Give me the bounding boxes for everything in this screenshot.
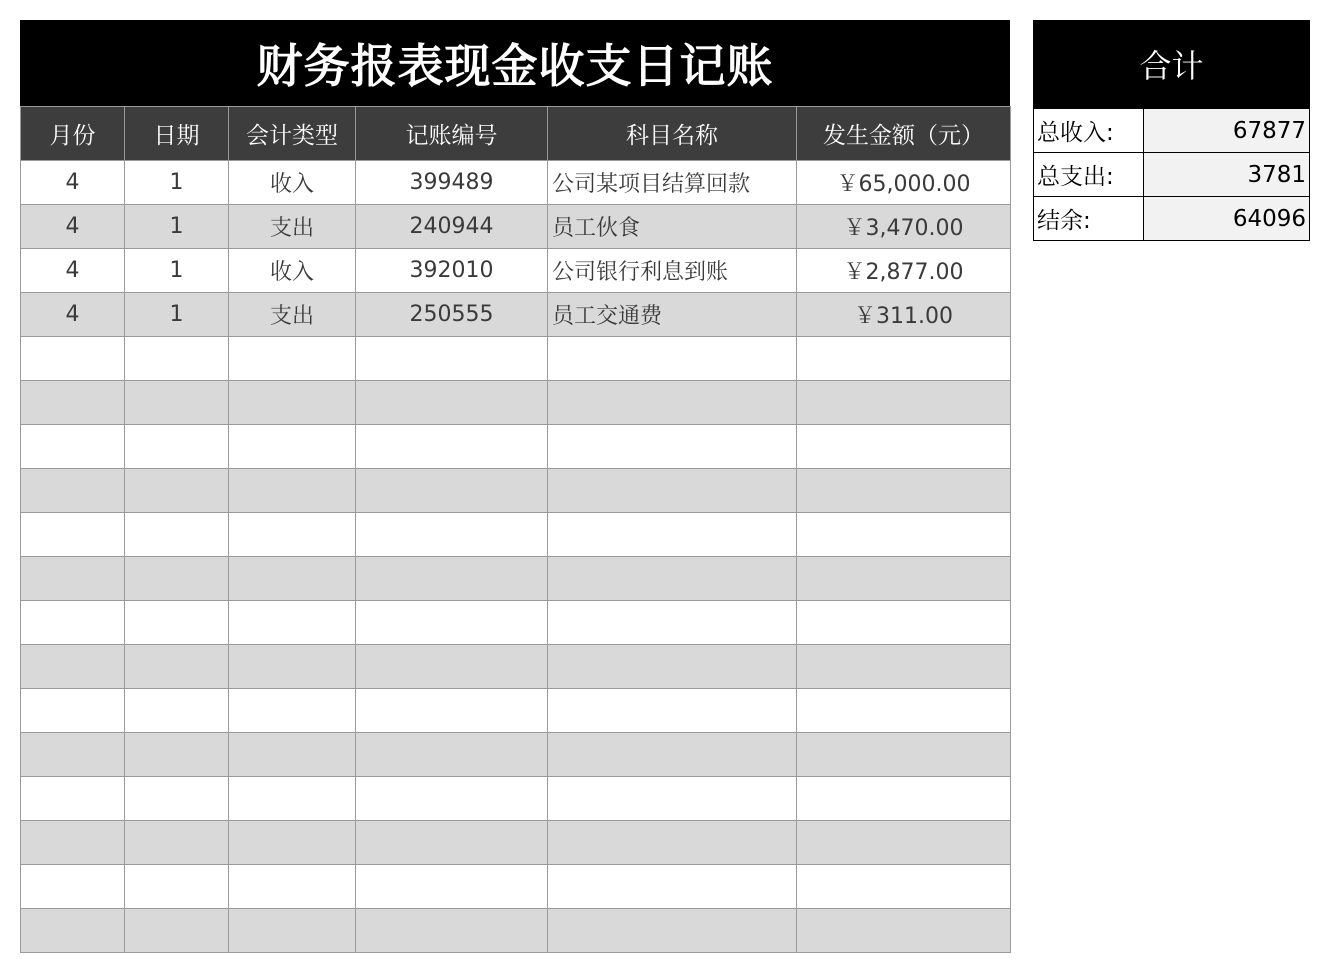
cell-voucher-number[interactable]	[356, 821, 548, 865]
summary-value-total-expense[interactable]: 3781	[1144, 153, 1310, 197]
cell-type[interactable]	[229, 821, 356, 865]
cell-amount[interactable]	[797, 337, 1011, 381]
cell-subject[interactable]	[548, 469, 797, 513]
summary-label-total-income[interactable]: 总收入:	[1034, 109, 1144, 153]
table-row	[21, 469, 1011, 513]
summary-label-total-expense[interactable]: 总支出:	[1034, 153, 1144, 197]
cell-month[interactable]	[21, 601, 125, 645]
cell-day[interactable]	[125, 733, 229, 777]
cell-amount[interactable]	[797, 865, 1011, 909]
cell-subject[interactable]	[548, 865, 797, 909]
table-row	[21, 689, 1011, 733]
cell-month[interactable]: 4	[21, 161, 125, 205]
cell-amount[interactable]	[797, 513, 1011, 557]
table-row	[21, 249, 1011, 293]
summary-title: 合计	[1033, 20, 1310, 108]
cell-amount[interactable]: ￥65,000.00	[797, 161, 1011, 205]
summary-panel	[1033, 20, 1310, 241]
cell-subject[interactable]	[548, 337, 797, 381]
cell-amount[interactable]: ￥311.00	[797, 293, 1011, 337]
cell-day[interactable]	[125, 601, 229, 645]
table-row	[21, 513, 1011, 557]
cell-subject[interactable]: 公司某项目结算回款	[548, 161, 797, 205]
cell-amount[interactable]: ￥3,470.00	[797, 205, 1011, 249]
table-row	[21, 161, 1011, 205]
cell-type[interactable]	[229, 865, 356, 909]
cell-day[interactable]	[125, 425, 229, 469]
cell-type[interactable]	[229, 337, 356, 381]
cell-day[interactable]: 1	[125, 161, 229, 205]
cell-voucher-number[interactable]	[356, 557, 548, 601]
summary-row-balance	[1034, 197, 1310, 241]
ledger-body	[21, 161, 1011, 953]
cell-day[interactable]	[125, 865, 229, 909]
table-row	[21, 645, 1011, 689]
cell-month[interactable]	[21, 469, 125, 513]
cell-voucher-number[interactable]	[356, 909, 548, 953]
cell-month[interactable]	[21, 909, 125, 953]
cell-day[interactable]	[125, 777, 229, 821]
cell-voucher-number[interactable]	[356, 381, 548, 425]
cell-amount[interactable]	[797, 425, 1011, 469]
cell-type[interactable]	[229, 689, 356, 733]
column-header-subject[interactable]: 科目名称	[548, 107, 797, 161]
cell-voucher-number[interactable]: 399489	[356, 161, 548, 205]
cell-type[interactable]: 支出	[229, 293, 356, 337]
ledger-header-row	[21, 107, 1011, 161]
column-header-type[interactable]: 会计类型	[229, 107, 356, 161]
cell-month[interactable]	[21, 337, 125, 381]
cell-amount[interactable]	[797, 733, 1011, 777]
cell-voucher-number[interactable]	[356, 689, 548, 733]
cell-subject[interactable]: 公司银行利息到账	[548, 249, 797, 293]
cell-subject[interactable]	[548, 821, 797, 865]
column-header-voucher-number[interactable]: 记账编号	[356, 107, 548, 161]
cell-subject[interactable]	[548, 909, 797, 953]
cell-amount[interactable]	[797, 821, 1011, 865]
cell-day[interactable]	[125, 909, 229, 953]
column-header-amount[interactable]: 发生金额（元）	[797, 107, 1011, 161]
cell-type[interactable]	[229, 513, 356, 557]
cell-amount[interactable]	[797, 689, 1011, 733]
cell-type[interactable]	[229, 777, 356, 821]
cell-type[interactable]	[229, 909, 356, 953]
cell-subject[interactable]	[548, 689, 797, 733]
summary-row-total-expense	[1034, 153, 1310, 197]
cell-type[interactable]: 收入	[229, 161, 356, 205]
cell-type[interactable]	[229, 601, 356, 645]
cell-day[interactable]: 1	[125, 293, 229, 337]
cell-voucher-number[interactable]	[356, 733, 548, 777]
column-header-month[interactable]: 月份	[21, 107, 125, 161]
table-row	[21, 337, 1011, 381]
ledger-sheet	[20, 20, 1010, 953]
table-row	[21, 381, 1011, 425]
cell-month[interactable]	[21, 425, 125, 469]
cell-day[interactable]	[125, 645, 229, 689]
table-row	[21, 865, 1011, 909]
cell-voucher-number[interactable]	[356, 865, 548, 909]
cell-day[interactable]	[125, 337, 229, 381]
cell-month[interactable]	[21, 777, 125, 821]
table-row	[21, 909, 1011, 953]
summary-value-balance[interactable]: 64096	[1144, 197, 1310, 241]
cell-voucher-number[interactable]	[356, 337, 548, 381]
cell-day[interactable]: 1	[125, 249, 229, 293]
cell-amount[interactable]	[797, 645, 1011, 689]
table-row	[21, 205, 1011, 249]
cell-voucher-number[interactable]	[356, 601, 548, 645]
cell-voucher-number[interactable]	[356, 425, 548, 469]
cell-type[interactable]	[229, 645, 356, 689]
cell-type[interactable]: 收入	[229, 249, 356, 293]
cell-type[interactable]	[229, 733, 356, 777]
cell-subject[interactable]	[548, 513, 797, 557]
cell-subject[interactable]	[548, 601, 797, 645]
cell-type[interactable]	[229, 381, 356, 425]
table-row	[21, 821, 1011, 865]
table-row	[21, 293, 1011, 337]
cell-voucher-number[interactable]	[356, 513, 548, 557]
cell-voucher-number[interactable]	[356, 469, 548, 513]
cell-subject[interactable]	[548, 425, 797, 469]
cell-subject[interactable]: 员工伙食	[548, 205, 797, 249]
cell-type[interactable]	[229, 469, 356, 513]
cell-subject[interactable]	[548, 381, 797, 425]
column-header-day[interactable]: 日期	[125, 107, 229, 161]
table-row	[21, 557, 1011, 601]
cell-subject[interactable]	[548, 733, 797, 777]
cell-month[interactable]: 4	[21, 205, 125, 249]
summary-label-balance[interactable]: 结余:	[1034, 197, 1144, 241]
ledger-table	[20, 106, 1011, 953]
table-row	[21, 733, 1011, 777]
cell-type[interactable]	[229, 557, 356, 601]
cell-day[interactable]	[125, 513, 229, 557]
cell-amount[interactable]	[797, 469, 1011, 513]
summary-row-total-income	[1034, 109, 1310, 153]
cell-day[interactable]	[125, 381, 229, 425]
cell-month[interactable]	[21, 865, 125, 909]
summary-value-total-income[interactable]: 67877	[1144, 109, 1310, 153]
cell-voucher-number[interactable]	[356, 777, 548, 821]
cell-amount[interactable]: ￥2,877.00	[797, 249, 1011, 293]
cell-subject[interactable]	[548, 557, 797, 601]
cell-day[interactable]	[125, 821, 229, 865]
cell-day[interactable]	[125, 689, 229, 733]
cell-subject[interactable]: 员工交通费	[548, 293, 797, 337]
table-row	[21, 425, 1011, 469]
cell-month[interactable]	[21, 733, 125, 777]
cell-month[interactable]	[21, 513, 125, 557]
cell-amount[interactable]	[797, 777, 1011, 821]
cell-month[interactable]	[21, 381, 125, 425]
cell-amount[interactable]	[797, 909, 1011, 953]
ledger-title: 财务报表现金收支日记账	[20, 20, 1010, 106]
table-row	[21, 601, 1011, 645]
cell-month[interactable]: 4	[21, 249, 125, 293]
cell-month[interactable]: 4	[21, 293, 125, 337]
cell-day[interactable]	[125, 469, 229, 513]
cell-amount[interactable]	[797, 381, 1011, 425]
cell-subject[interactable]	[548, 645, 797, 689]
cell-type[interactable]	[229, 425, 356, 469]
cell-voucher-number[interactable]: 240944	[356, 205, 548, 249]
cell-subject[interactable]	[548, 777, 797, 821]
cell-amount[interactable]	[797, 557, 1011, 601]
cell-month[interactable]	[21, 557, 125, 601]
cell-day[interactable]	[125, 557, 229, 601]
cell-month[interactable]	[21, 689, 125, 733]
cell-voucher-number[interactable]: 392010	[356, 249, 548, 293]
cell-month[interactable]	[21, 821, 125, 865]
cell-month[interactable]	[21, 645, 125, 689]
cell-day[interactable]: 1	[125, 205, 229, 249]
summary-table	[1033, 108, 1310, 241]
cell-type[interactable]: 支出	[229, 205, 356, 249]
cell-voucher-number[interactable]: 250555	[356, 293, 548, 337]
table-row	[21, 777, 1011, 821]
cell-amount[interactable]	[797, 601, 1011, 645]
cell-voucher-number[interactable]	[356, 645, 548, 689]
